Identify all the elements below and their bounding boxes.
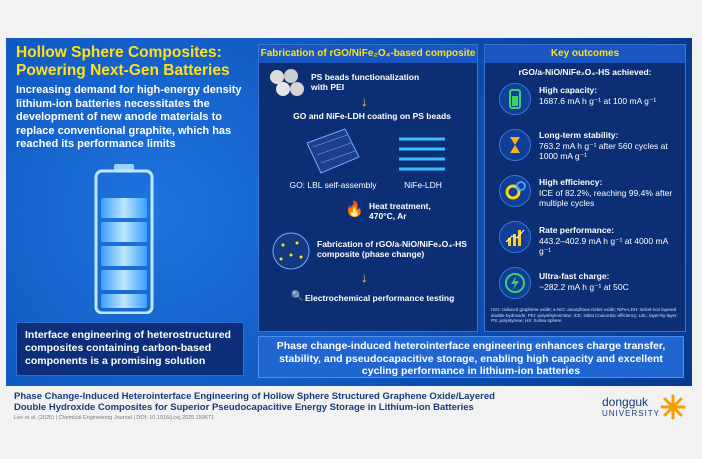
outcomes-panel <box>484 44 686 332</box>
outcomes-header: Key outcomes <box>485 45 685 63</box>
arrow-down-icon-2: ↓ <box>361 270 368 285</box>
step4-text: Fabrication of rGO/a-NiO/NiFe₂O₄-HS composite (phase change) <box>317 239 467 259</box>
outcome-title-2: Long-term stability: <box>539 130 619 140</box>
step3-text: Heat treatment, 470°C, Ar <box>369 201 431 221</box>
university-logo-name: dongguk <box>602 395 649 409</box>
intro-text: Increasing demand for high-energy density lithium-ion batteries necessitates the development of new anode materials to replace conventional graphite, which has reached its performance limits <box>16 84 242 150</box>
ldh-layers-icon <box>397 131 447 173</box>
university-emblem-icon <box>658 392 688 422</box>
ldh-label: NiFe-LDH <box>404 180 442 190</box>
go-label: GO: LBL self-assembly <box>289 180 377 190</box>
arrow-down-icon: ↓ <box>361 94 368 109</box>
rate-chart-icon <box>499 221 531 253</box>
abbreviations-footnote: rGO: reduced graphene oxide; a-NiO: amorphous nickel oxide; NiFe-LDH: nickel-iron layered double hydroxide; PEI: polyethylenimine; ICE: initial Coulombic efficiency; LBL: layer-by-layer; PS: polystyrene; HS: hollow sphere <box>491 307 678 323</box>
step1-text: PS beads functionalization with PEI <box>311 72 420 92</box>
gears-icon <box>499 175 531 207</box>
university-logo-sub: UNIVERSITY <box>602 409 661 418</box>
flame-icon: 🔥 <box>345 201 364 218</box>
main-title-line1: Hollow Sphere Composites: <box>16 44 222 61</box>
paper-title: Phase Change-Induced Heterointerface Engineering of Hollow Sphere Structured Graphene Oxide/Layered Double Hydroxide Composites for Superior Pseudocapacitive Energy Storage in Lithium-ion Batteries <box>14 391 495 413</box>
paper-citation: Lee et al. (2025) | Chemical Engineering Journal | DOI: 10.1016/j.cej.2025.159671 <box>14 415 215 421</box>
outcome-title-3: High efficiency: <box>539 177 603 187</box>
battery-icon <box>499 83 531 115</box>
magnifier-icon: 🔍 <box>291 291 304 302</box>
main-title <box>16 44 252 80</box>
fabrication-header: Fabrication of rGO/NiFe₂O₄-based composite <box>259 45 477 63</box>
solution-box: Interface engineering of heterostructured composites containing carbon-based components is a promising solution <box>16 322 244 376</box>
fabrication-panel <box>258 44 478 332</box>
go-sheet-icon <box>303 127 361 177</box>
summary-box: Phase change-induced heterointerface engineering enhances charge transfer, stability, and pseudocapacitive storage, enabling high capacity and excellent cycling performance in lithium-ion batteries <box>258 336 684 378</box>
outcomes-subheader: rGO/a-NiO/NiFe₂O₄-HS achieved: <box>518 67 652 77</box>
step5-text: Electrochemical performance testing <box>305 293 455 303</box>
outcome-text-3: ICE of 82.2%, reaching 99.4% after multiple cycles <box>539 188 673 208</box>
outcome-text-4: 443.2–402.9 mA h g⁻¹ at 4000 mA g⁻¹ <box>539 236 668 256</box>
fast-charge-icon <box>499 267 531 299</box>
outcome-text-5: ~282.2 mA h g⁻¹ at 50C <box>539 282 629 292</box>
outcome-title-5: Ultra-fast charge: <box>539 271 610 281</box>
outcome-title-4: Rate performance: <box>539 225 615 235</box>
outcome-text-1: 1687.6 mA h g⁻¹ at 100 mA g⁻¹ <box>539 96 657 106</box>
step2-text: GO and NiFe-LDH coating on PS beads <box>293 111 451 121</box>
outcome-text-2: 763.2 mA h g⁻¹ after 560 cycles at 1000 mA g⁻¹ <box>539 141 668 161</box>
infographic-frame <box>6 38 692 386</box>
ps-beads-icon <box>267 67 305 99</box>
outcome-title-1: High capacity: <box>539 85 598 95</box>
glowing-battery-icon <box>94 164 154 314</box>
main-title-line2: Powering Next-Gen Batteries <box>16 62 230 79</box>
hourglass-icon <box>499 129 531 161</box>
hollow-sphere-icon <box>271 231 311 271</box>
